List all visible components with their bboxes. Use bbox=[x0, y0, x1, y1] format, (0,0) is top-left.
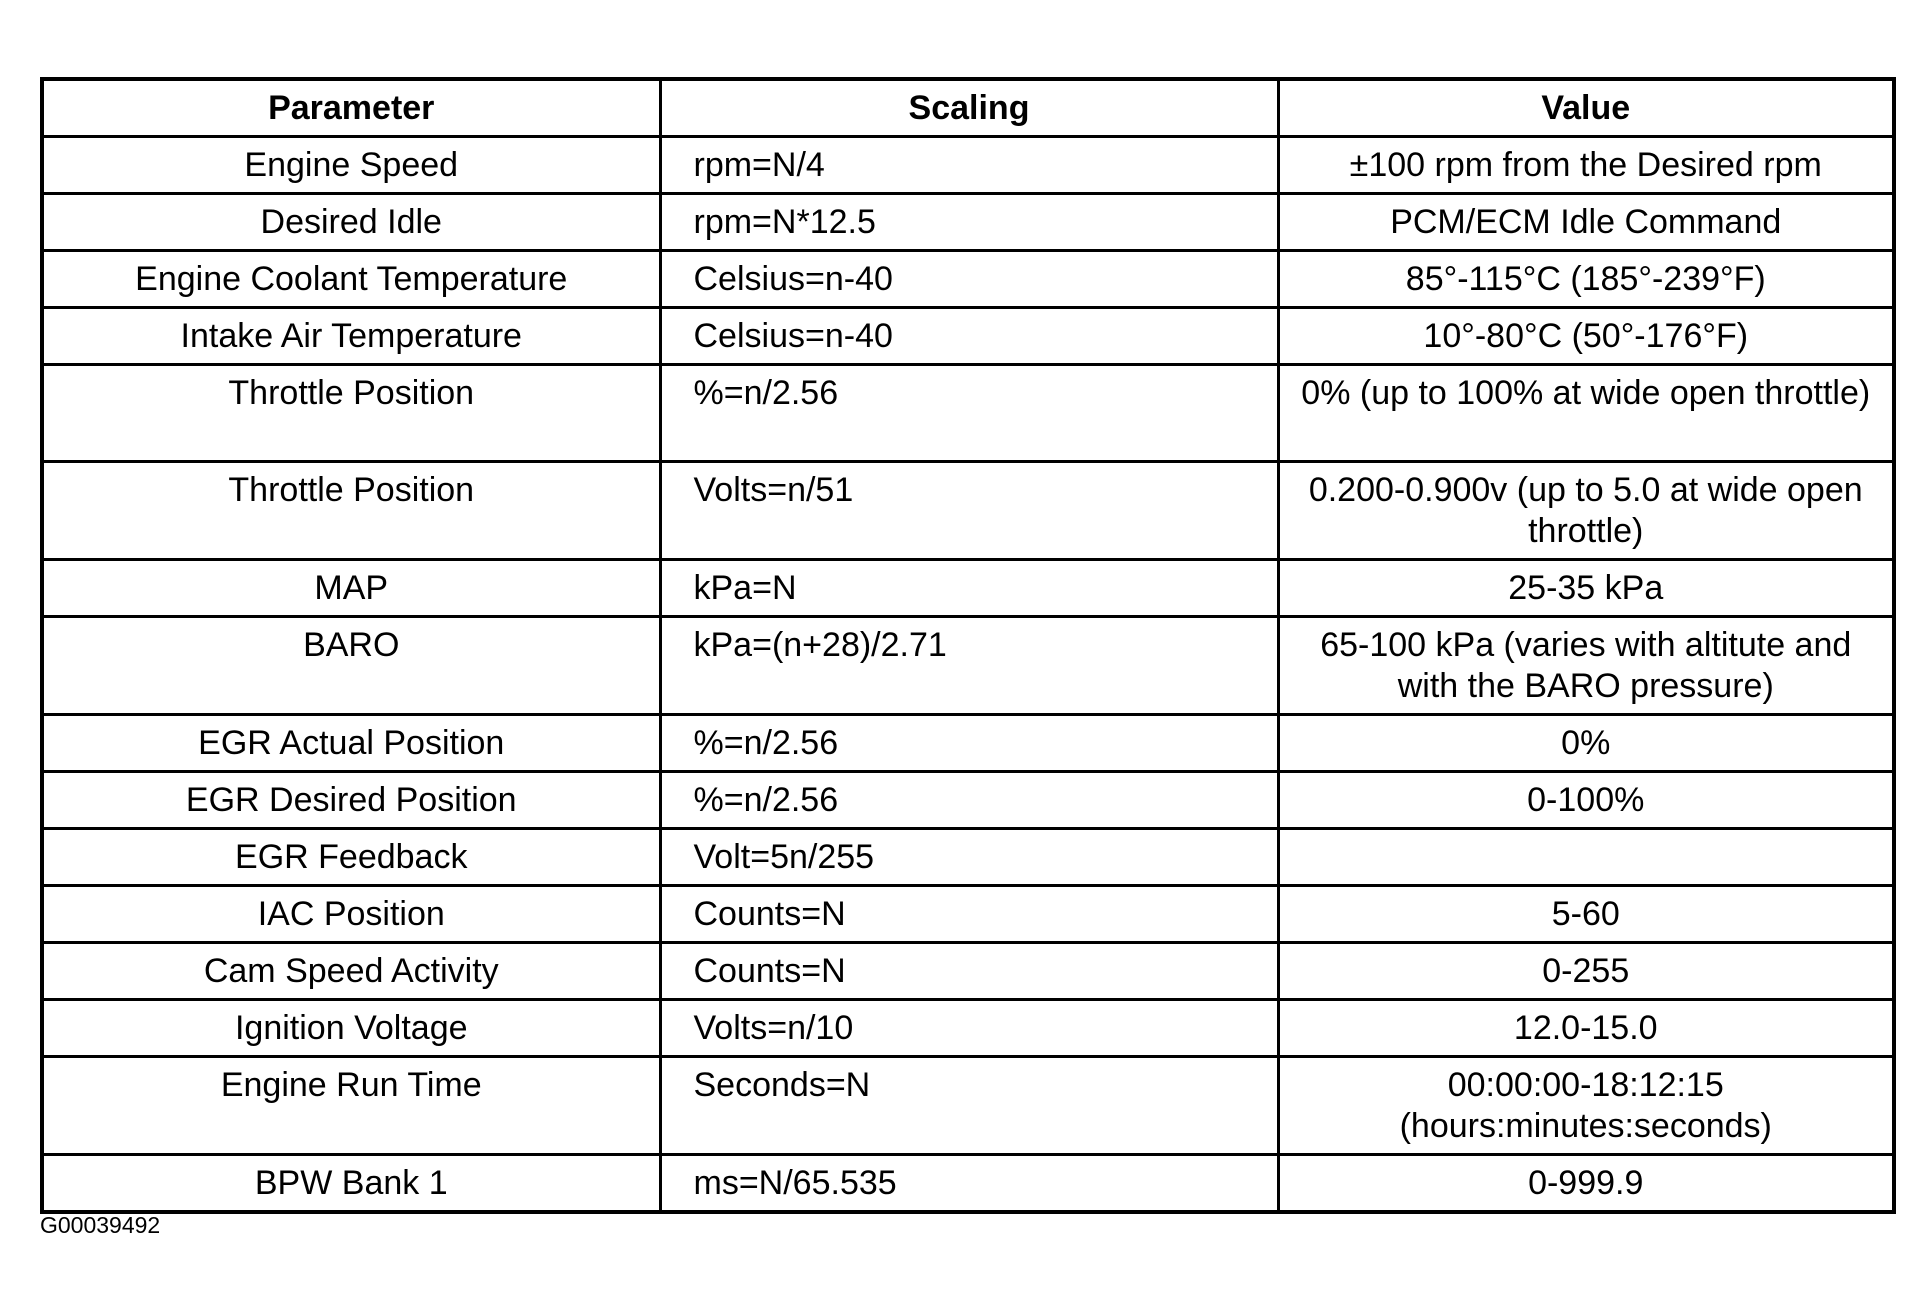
scaling-cell: rpm=N*12.5 bbox=[660, 194, 1278, 251]
scaling-cell: kPa=N bbox=[660, 560, 1278, 617]
scaling-cell: Volt=5n/255 bbox=[660, 829, 1278, 886]
value-cell: 5-60 bbox=[1278, 886, 1894, 943]
value-cell: 85°-115°C (185°-239°F) bbox=[1278, 251, 1894, 308]
value-cell: 10°-80°C (50°-176°F) bbox=[1278, 308, 1894, 365]
scaling-cell: kPa=(n+28)/2.71 bbox=[660, 617, 1278, 715]
figure-id: G00039492 bbox=[40, 1212, 161, 1238]
parameter-cell: BPW Bank 1 bbox=[42, 1155, 660, 1213]
table-row bbox=[42, 772, 1894, 829]
parameter-cell: Throttle Position bbox=[42, 462, 660, 560]
value-cell: ±100 rpm from the Desired rpm bbox=[1278, 137, 1894, 194]
table-row bbox=[42, 715, 1894, 772]
value-cell: 12.0-15.0 bbox=[1278, 1000, 1894, 1057]
scaling-cell: ms=N/65.535 bbox=[660, 1155, 1278, 1213]
value-cell: 00:00:00-18:12:15 (hours:minutes:seconds) bbox=[1278, 1057, 1894, 1155]
scaling-cell: Seconds=N bbox=[660, 1057, 1278, 1155]
parameter-cell: Desired Idle bbox=[42, 194, 660, 251]
table-row bbox=[42, 560, 1894, 617]
parameter-cell: EGR Feedback bbox=[42, 829, 660, 886]
table-row bbox=[42, 829, 1894, 886]
table-row bbox=[42, 137, 1894, 194]
table-row bbox=[42, 943, 1894, 1000]
scaling-cell: %=n/2.56 bbox=[660, 365, 1278, 462]
value-cell: 25-35 kPa bbox=[1278, 560, 1894, 617]
parameter-cell: IAC Position bbox=[42, 886, 660, 943]
column-header-scaling: Scaling bbox=[660, 79, 1278, 137]
parameter-cell: BARO bbox=[42, 617, 660, 715]
value-cell: 0.200-0.900v (up to 5.0 at wide open throttle) bbox=[1278, 462, 1894, 560]
scaling-cell: Counts=N bbox=[660, 943, 1278, 1000]
value-cell: 0-100% bbox=[1278, 772, 1894, 829]
scaling-cell: Celsius=n-40 bbox=[660, 251, 1278, 308]
parameter-cell: Intake Air Temperature bbox=[42, 308, 660, 365]
parameter-cell: Cam Speed Activity bbox=[42, 943, 660, 1000]
scaling-cell: Volts=n/51 bbox=[660, 462, 1278, 560]
scaling-cell: %=n/2.56 bbox=[660, 772, 1278, 829]
parameter-cell: Ignition Voltage bbox=[42, 1000, 660, 1057]
parameter-table-container bbox=[40, 77, 1892, 1214]
table-row bbox=[42, 462, 1894, 560]
table-row bbox=[42, 1057, 1894, 1155]
table-row bbox=[42, 1000, 1894, 1057]
table-row bbox=[42, 194, 1894, 251]
parameter-cell: Engine Run Time bbox=[42, 1057, 660, 1155]
column-header-parameter: Parameter bbox=[42, 79, 660, 137]
parameter-cell: MAP bbox=[42, 560, 660, 617]
table-row bbox=[42, 251, 1894, 308]
scaling-cell: Celsius=n-40 bbox=[660, 308, 1278, 365]
table-row bbox=[42, 1155, 1894, 1213]
value-cell: PCM/ECM Idle Command bbox=[1278, 194, 1894, 251]
table-row bbox=[42, 617, 1894, 715]
parameter-cell: EGR Desired Position bbox=[42, 772, 660, 829]
value-cell bbox=[1278, 829, 1894, 886]
column-header-value: Value bbox=[1278, 79, 1894, 137]
parameter-cell: Engine Speed bbox=[42, 137, 660, 194]
value-cell: 0-999.9 bbox=[1278, 1155, 1894, 1213]
table-row bbox=[42, 308, 1894, 365]
value-cell: 0% bbox=[1278, 715, 1894, 772]
table-row bbox=[42, 886, 1894, 943]
table-header-row bbox=[42, 79, 1894, 137]
scaling-cell: Volts=n/10 bbox=[660, 1000, 1278, 1057]
parameter-cell: EGR Actual Position bbox=[42, 715, 660, 772]
value-cell: 65-100 kPa (varies with altitute and with the BARO pressure) bbox=[1278, 617, 1894, 715]
scaling-cell: %=n/2.56 bbox=[660, 715, 1278, 772]
parameter-cell: Engine Coolant Temperature bbox=[42, 251, 660, 308]
value-cell: 0-255 bbox=[1278, 943, 1894, 1000]
parameter-table bbox=[40, 77, 1896, 1214]
scaling-cell: Counts=N bbox=[660, 886, 1278, 943]
parameter-cell: Throttle Position bbox=[42, 365, 660, 462]
scaling-cell: rpm=N/4 bbox=[660, 137, 1278, 194]
value-cell: 0% (up to 100% at wide open throttle) bbox=[1278, 365, 1894, 462]
table-row bbox=[42, 365, 1894, 462]
